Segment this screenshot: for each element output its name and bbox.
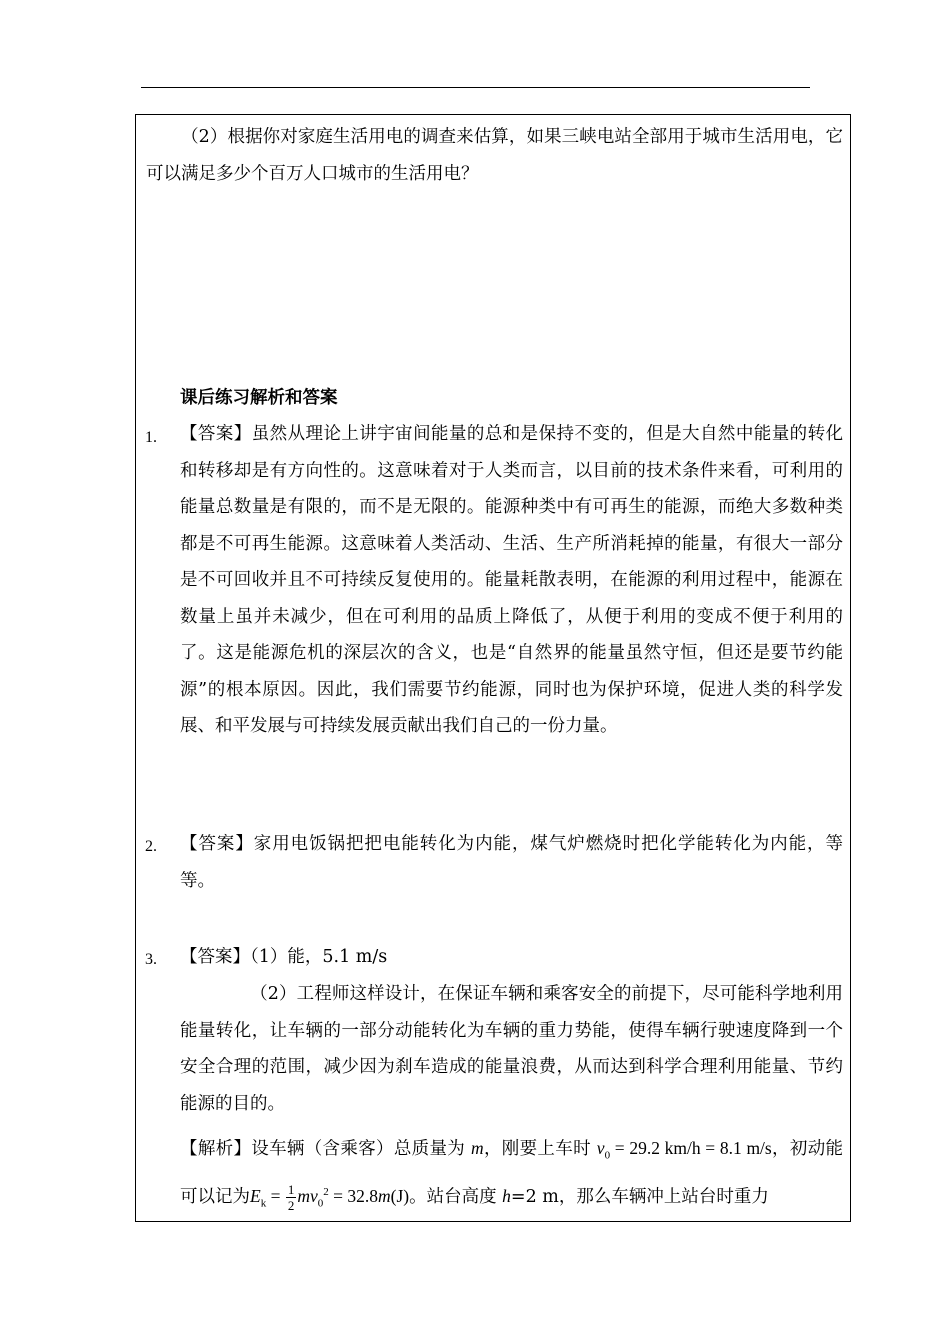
answer-1-text: 【答案】虽然从理论上讲宇宙间能量的总和是保持不变的，但是大自然中能量的转化和转移却是有方向性的。这意味着对于人类而言，以目前的技术条件来看，可利用的能量总数量是有限的，而不是无限的。能源种类中有可再生的能源，而绝大多数种类都是不可再生能源。这意味着人类活动、生活、生产所消耗掉的能量，有很大一部分是不可回收并且不可持续反复使用的。能量耗散表明，在能源的利用过程中，能源在数量上虽并未减少，但在可利用的品质上降低了，从便于利用的变成不便于利用的了。这是能源危机的深层次的含义，也是“自然界的能量虽然守恒，但还是要节约能源”的根本原因。因此，我们需要节约能源，同时也为保护环境，促进人类的科学发展、和平发展与可持续发展贡献出我们自己的一份力量。 [180,424,843,736]
question-2-text [146,119,843,192]
answer-3-part-2-body: （2）工程师这样设计，在保证车辆和乘客安全的前提下，尽可能科学地利用能量转化，让车辆的一部分动能转化为车辆的重力势能，使得车辆行驶速度降到一个安全合理的范围，减少因为刹车造成的能量浪费，从而达到科学合理利用能量、节约能源的目的。 [180,984,843,1114]
one-half-fraction [286,1182,297,1213]
analysis-text-d: 。站台高度 [409,1186,503,1207]
kinetic-energy-equation: $E_k$ = $\frac{1}{2}$ $mv_0^2 = 32.8m(J)$ [250,1182,410,1214]
header-rule [141,87,810,88]
fraction-numerator: 1 [287,1182,295,1198]
mass-symbol: m [471,1138,484,1158]
ek-equals: = [266,1185,285,1206]
answer-3-part-2 [180,976,843,1122]
answer-1-number: 1. [145,429,157,446]
analysis-text-b: ，刚要上车时 [483,1139,597,1159]
answer-2-number: 2. [145,838,157,855]
answer-2-text: 【答案】家用电饭锅把把电能转化为内能，煤气炉燃烧时把化学能转化为内能，等等。 [180,834,843,891]
answer-3-analysis [180,1130,843,1222]
height-symbol: h [502,1185,511,1206]
answer-3-text: 【答案】（1）能，5.1 m/s [180,947,388,967]
analysis-text-e: =2 m，那么车辆冲上站台时重力 [510,1186,769,1207]
fraction-denominator: 2 [287,1198,295,1214]
ek-value: = 32.8 [328,1185,378,1206]
analysis-text-c: ，初动能可以记为 [180,1139,844,1207]
v0-equation: $v_0 = 29.2$ km/h = 8.1 m/s [596,1138,772,1162]
answer-3-number: 3. [145,951,157,968]
analysis-text-a: 【解析】设车辆（含乘客）总质量为 [180,1139,472,1159]
section-heading: 课后练习解析和答案 [180,388,338,408]
question-2-body: （2）根据你对家庭生活用电的调查来估算，如果三峡电站全部用于城市生活用电，它可以满足多少个百万人口城市的生活用电？ [146,127,843,184]
ek-unit: (J) [390,1185,410,1206]
v0-equation-value: = 29.2 km/h = 8.1 m/s [610,1138,772,1158]
